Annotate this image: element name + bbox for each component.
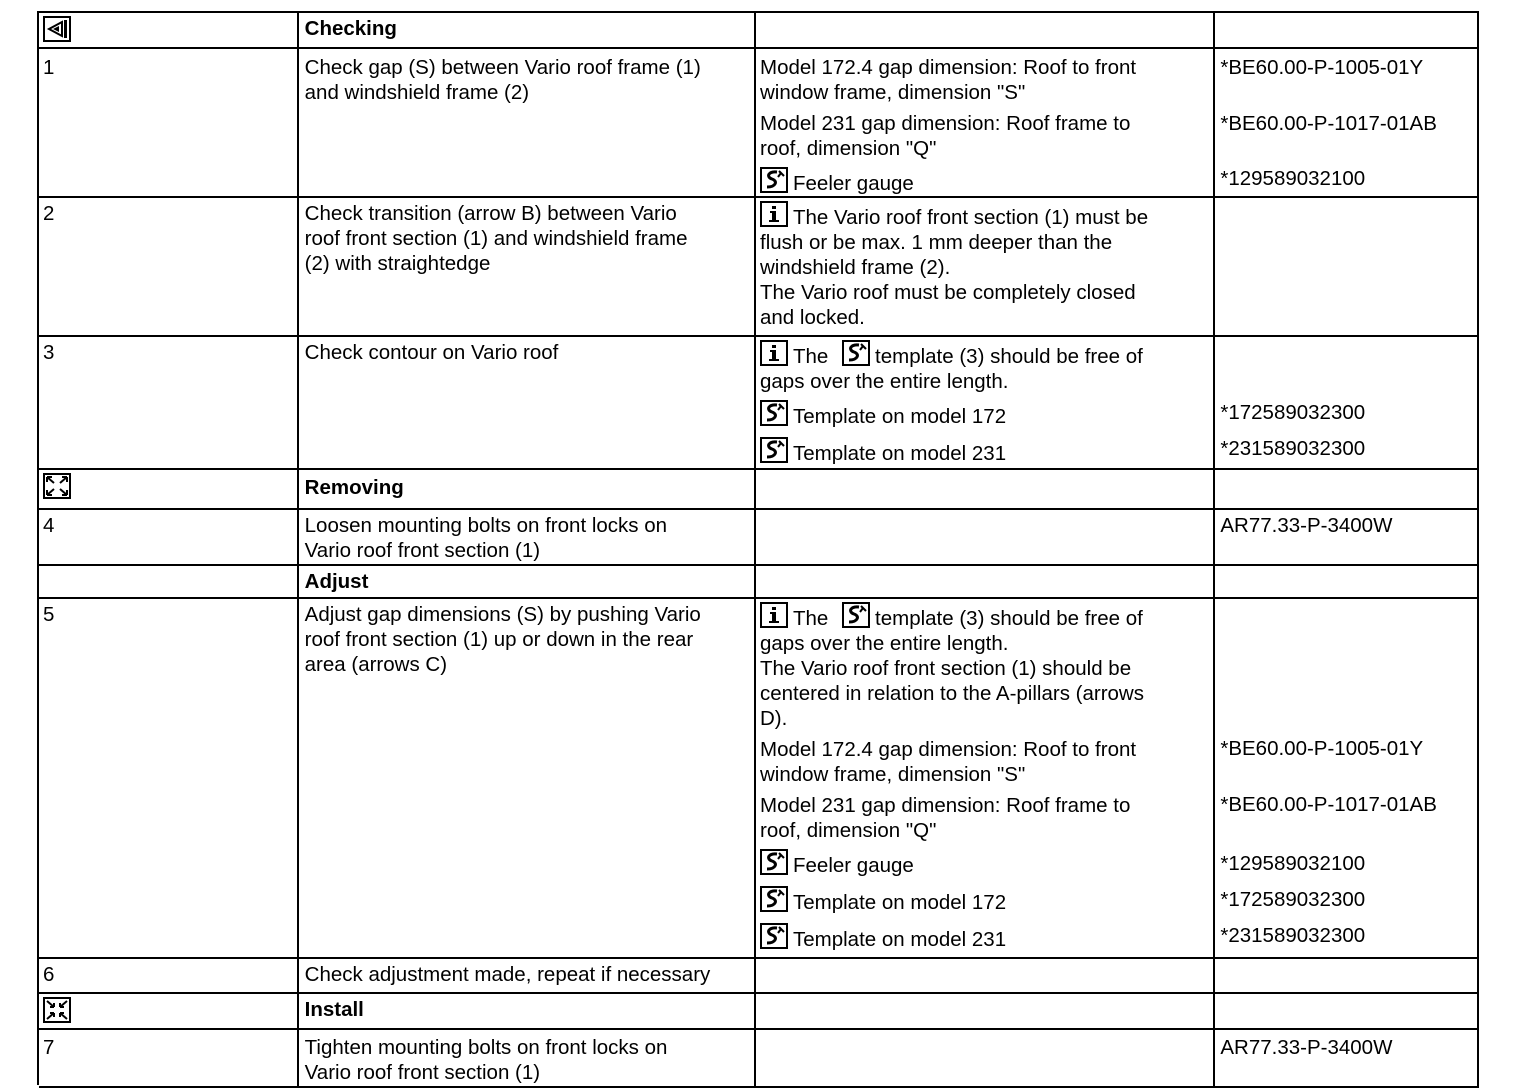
step-action	[299, 49, 756, 196]
reference-cell	[1215, 13, 1479, 47]
procedure-table	[37, 11, 1479, 1085]
step-action: Check contour on Vario roof	[299, 337, 756, 468]
step-row-4	[39, 510, 1479, 566]
step-references	[1215, 599, 1479, 957]
note-line: The Vario roof must be completely closed	[760, 281, 1136, 304]
notes-cell	[756, 566, 1215, 597]
note-line: The Vario roof front section (1) must be	[760, 201, 1207, 230]
tool-line	[760, 167, 1207, 196]
note-line: gaps over the entire length.	[760, 632, 1009, 655]
step-row-2	[39, 198, 1479, 337]
reference-link[interactable]: *129589032100	[1220, 167, 1366, 190]
special-tool-icon	[760, 437, 788, 463]
step-references	[1215, 49, 1479, 196]
info-icon	[760, 602, 788, 628]
step-notes	[756, 337, 1215, 468]
note-line: Model 172.4 gap dimension: Roof to front	[760, 738, 1137, 761]
note-line: roof, dimension "Q"	[760, 819, 937, 842]
reference-link[interactable]: *129589032100	[1220, 852, 1366, 875]
section-row-install	[39, 994, 1479, 1030]
tool-label: Feeler gauge	[793, 172, 914, 195]
note-line: centered in relation to the A-pillars (arrows	[760, 682, 1144, 705]
step-cell	[39, 470, 299, 508]
notes-cell	[756, 510, 1215, 564]
notes-cell	[756, 470, 1215, 508]
section-row-removing	[39, 470, 1479, 510]
action-line: and windshield frame (2)	[304, 81, 530, 104]
step-action	[299, 1030, 756, 1086]
note-line: The template (3) should be free of	[760, 340, 1207, 369]
reference-link[interactable]: AR77.33-P-3400W	[1215, 510, 1479, 564]
step-notes	[756, 49, 1215, 196]
section-title-removing: Removing	[299, 470, 756, 508]
step-action	[299, 510, 756, 564]
note-line: and locked.	[760, 306, 865, 329]
tool-line	[760, 849, 1207, 878]
step-action: Check adjustment made, repeat if necessary	[299, 959, 756, 992]
step-cell	[39, 566, 299, 597]
special-tool-icon	[842, 340, 870, 366]
notes-cell	[756, 994, 1215, 1028]
step-action	[299, 599, 756, 957]
action-line: Tighten mounting bolts on front locks on	[304, 1036, 668, 1059]
tool-line	[760, 437, 1207, 466]
action-line: roof front section (1) and windshield frame	[304, 227, 688, 250]
checking-symbol-icon	[43, 16, 71, 42]
reference-link[interactable]: AR77.33-P-3400W	[1215, 1030, 1479, 1086]
step-number: 4	[39, 510, 299, 564]
reference-link[interactable]: *BE60.00-P-1017-01AB	[1220, 793, 1437, 816]
info-icon	[760, 201, 788, 227]
special-tool-icon	[842, 602, 870, 628]
step-row-7	[39, 1030, 1479, 1088]
step-row-1	[39, 49, 1479, 198]
info-icon	[760, 340, 788, 366]
tool-line	[760, 923, 1207, 952]
step-row-6	[39, 959, 1479, 994]
note-line: Model 172.4 gap dimension: Roof to front	[760, 56, 1137, 79]
step-row-5	[39, 599, 1479, 959]
step-cell	[39, 13, 299, 47]
action-line: Check gap (S) between Vario roof frame (1)	[304, 56, 701, 79]
note-line: roof, dimension "Q"	[760, 137, 937, 160]
reference-link[interactable]: *172589032300	[1220, 888, 1366, 911]
reference-cell	[1215, 994, 1479, 1028]
action-line: Loosen mounting bolts on front locks on	[304, 514, 668, 537]
tool-label: Template on model 172	[793, 891, 1007, 914]
step-number: 2	[39, 198, 299, 335]
section-title-checking: Checking	[299, 13, 756, 47]
notes-cell	[756, 1030, 1215, 1086]
note-line: window frame, dimension "S"	[760, 763, 1026, 786]
special-tool-icon	[760, 923, 788, 949]
install-symbol-icon	[43, 997, 71, 1023]
step-number: 1	[39, 49, 299, 196]
note-line: gaps over the entire length.	[760, 370, 1009, 393]
reference-link[interactable]: *231589032300	[1220, 437, 1366, 460]
tool-label: Template on model 231	[793, 442, 1007, 465]
step-number: 7	[39, 1030, 299, 1086]
section-row-adjust	[39, 566, 1479, 599]
removing-symbol-icon	[43, 473, 71, 499]
notes-cell	[756, 959, 1215, 992]
note-line: flush or be max. 1 mm deeper than the	[760, 231, 1113, 254]
action-line: Check transition (arrow B) between Vario	[304, 202, 677, 225]
action-line: Vario roof front section (1)	[304, 539, 541, 562]
note-line: windshield frame (2).	[760, 256, 951, 279]
reference-link[interactable]: *231589032300	[1220, 924, 1366, 947]
tool-line	[760, 886, 1207, 915]
section-row-checking	[39, 13, 1479, 49]
reference-link[interactable]: *BE60.00-P-1017-01AB	[1220, 112, 1437, 135]
tool-line	[760, 400, 1207, 429]
step-number: 6	[39, 959, 299, 992]
step-number: 5	[39, 599, 299, 957]
note-line: window frame, dimension "S"	[760, 81, 1026, 104]
note-line: Model 231 gap dimension: Roof frame to	[760, 794, 1131, 817]
special-tool-icon	[760, 400, 788, 426]
note-line: The Vario roof front section (1) should be	[760, 657, 1132, 680]
note-line: The template (3) should be free of	[760, 602, 1207, 631]
reference-cell	[1215, 959, 1479, 992]
action-line: Adjust gap dimensions (S) by pushing Vario	[304, 603, 701, 626]
action-line: area (arrows C)	[304, 653, 448, 676]
step-row-3	[39, 337, 1479, 470]
special-tool-icon	[760, 167, 788, 193]
reference-link[interactable]: *BE60.00-P-1005-01Y	[1220, 737, 1424, 760]
reference-cell	[1215, 198, 1479, 335]
note-line: D).	[760, 707, 788, 730]
tool-label: Template on model 231	[793, 928, 1007, 951]
step-notes	[756, 599, 1215, 957]
action-line: roof front section (1) up or down in the rear	[304, 628, 694, 651]
action-line: (2) with straightedge	[304, 252, 491, 275]
section-title-adjust: Adjust	[299, 566, 756, 597]
tool-label: Template on model 172	[793, 405, 1007, 428]
note-line: Model 231 gap dimension: Roof frame to	[760, 112, 1131, 135]
step-action	[299, 198, 756, 335]
step-cell	[39, 994, 299, 1028]
reference-link[interactable]: *172589032300	[1220, 401, 1366, 424]
section-title-install: Install	[299, 994, 756, 1028]
reference-cell	[1215, 566, 1479, 597]
notes-cell	[756, 13, 1215, 47]
step-notes	[756, 198, 1215, 335]
action-line: Vario roof front section (1)	[304, 1061, 541, 1084]
special-tool-icon	[760, 849, 788, 875]
step-references	[1215, 337, 1479, 468]
reference-cell	[1215, 470, 1479, 508]
tool-label: Feeler gauge	[793, 854, 914, 877]
special-tool-icon	[760, 886, 788, 912]
step-number: 3	[39, 337, 299, 468]
reference-link[interactable]: *BE60.00-P-1005-01Y	[1220, 56, 1424, 79]
